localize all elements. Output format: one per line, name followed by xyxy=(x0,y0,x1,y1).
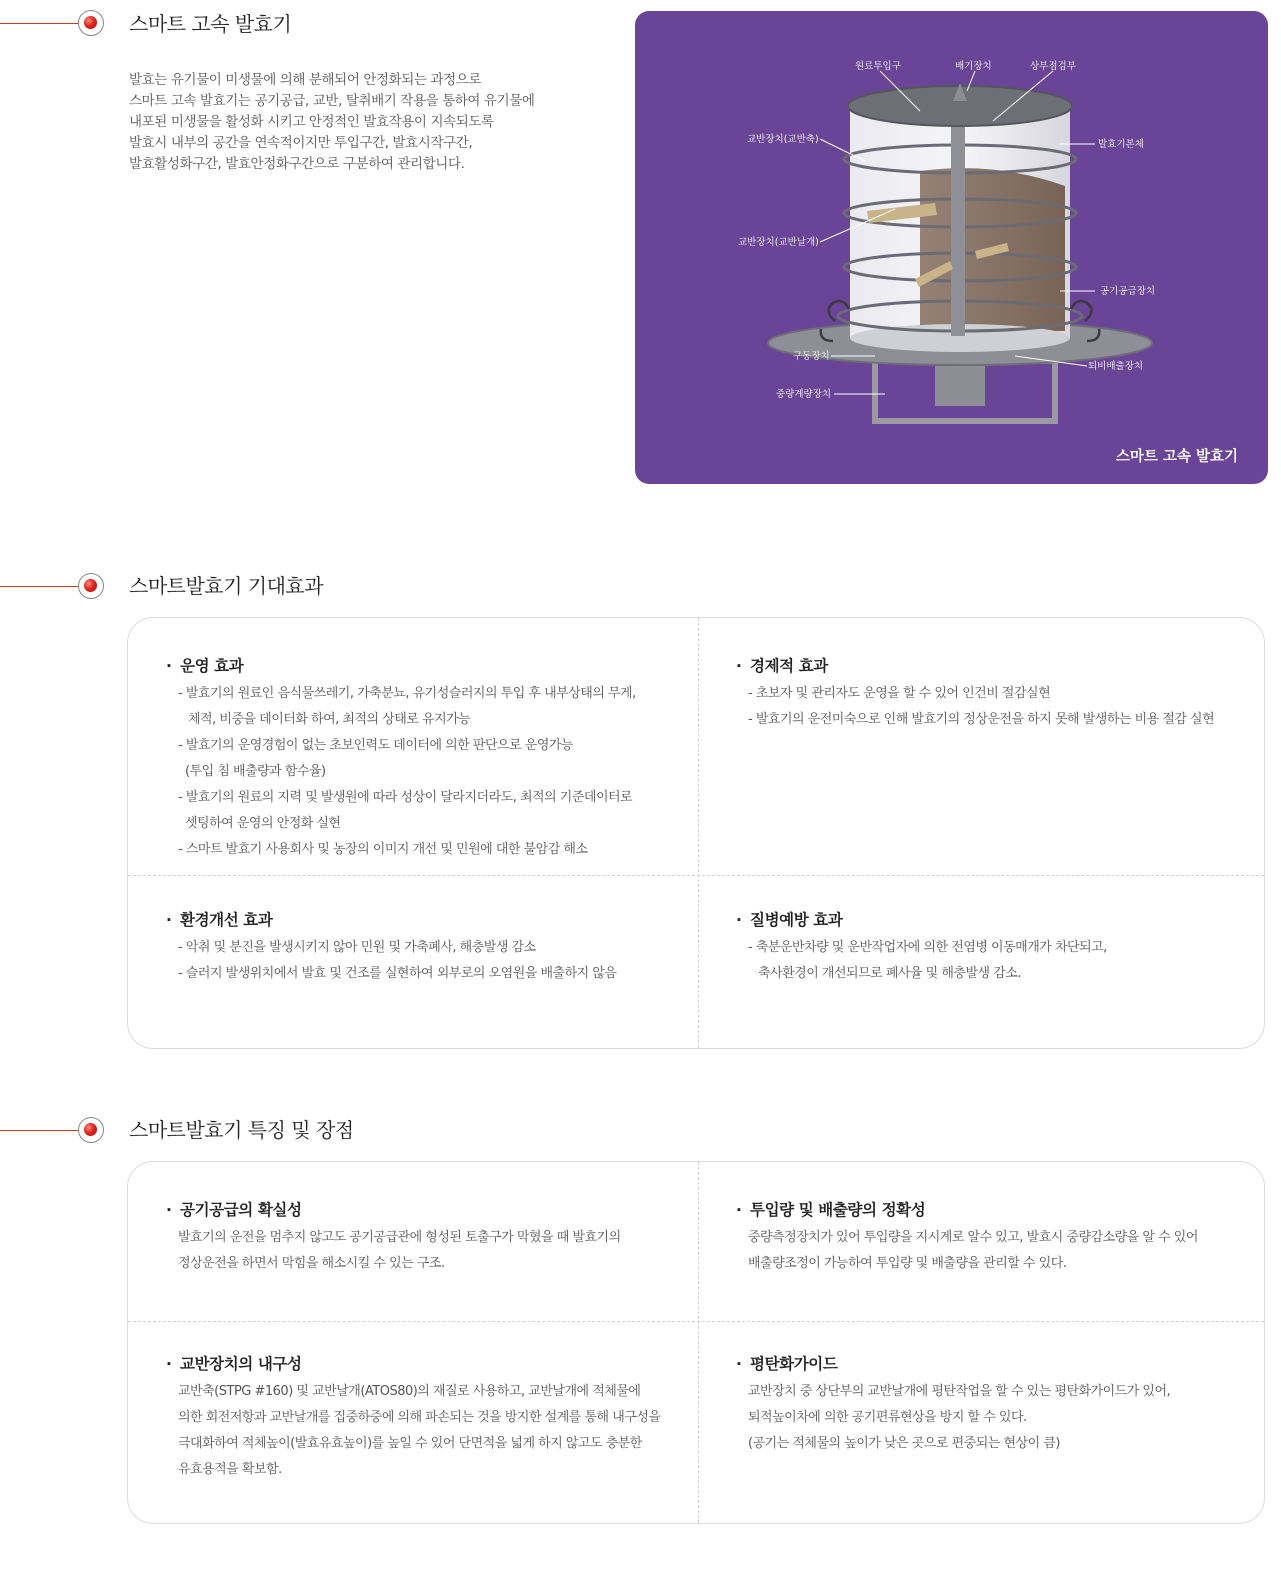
effect-cell-economic xyxy=(736,654,1214,733)
label-inlet: 원료투입구 xyxy=(855,61,901,72)
section-bullet-icon xyxy=(78,573,104,599)
cell-line: - 발효기의 운전미숙으로 인해 발효기의 정상운전을 하지 못해 발생하는 비용 절감 실현 xyxy=(748,712,1215,727)
cell-line: 축사환경이 개선되므로 폐사율 및 해충발생 감소. xyxy=(758,966,1021,981)
label-discharge: 퇴비배출장치 xyxy=(1088,361,1144,372)
intro-line: 발효활성화구간, 발효안정화구간으로 구분하여 관리합니다. xyxy=(129,156,465,172)
label-air: 공기공급장치 xyxy=(1100,286,1156,297)
feature-cell-accuracy xyxy=(736,1198,1198,1277)
cell-line: 배출량조정이 가능하여 투입량 및 배출량을 관리할 수 있다. xyxy=(748,1256,1067,1271)
label-inspection: 상부점검부 xyxy=(1030,61,1076,72)
intro-text xyxy=(129,70,599,175)
cell-line: 유효용적을 확보함. xyxy=(178,1462,282,1477)
cell-line: - 초보자 및 관리자도 운영을 할 수 있어 인건비 절감실현 xyxy=(748,686,1051,701)
cell-line: 셋팅하여 운영의 안정화 실현 xyxy=(185,816,341,831)
cell-line: 중량측정장치가 있어 투입량을 지시계로 알수 있고, 발효시 중량감소량을 알 수 있어 xyxy=(748,1230,1198,1245)
label-weigh: 중량계량장치 xyxy=(776,389,832,400)
cell-heading: · 교반장치의 내구성 xyxy=(166,1355,302,1373)
expected-effects-box xyxy=(127,617,1265,1049)
cell-heading: · 투입량 및 배출량의 정확성 xyxy=(736,1201,926,1219)
image-caption: 스마트 고속 발효기 xyxy=(1115,449,1238,465)
cell-line: (공기는 적체물의 높이가 낮은 곳으로 편중되는 현상이 큼) xyxy=(748,1436,1060,1451)
cell-line: 교반장치 중 상단부의 교반날개에 평탄작업을 할 수 있는 평탄화가이드가 있어, xyxy=(748,1384,1171,1399)
effect-cell-disease xyxy=(736,908,1107,987)
cell-heading: · 평탄화가이드 xyxy=(736,1355,838,1373)
cell-heading: · 운영 효과 xyxy=(166,657,244,675)
cell-line: - 슬러지 발생위치에서 발효 및 건조를 실현하여 외부로의 오염원을 배출하지 않음 xyxy=(178,966,617,981)
intro-line: 발효시 내부의 공간을 연속적이지만 투입구간, 발효시작구간, xyxy=(129,135,473,151)
row-divider xyxy=(128,1321,1264,1322)
cell-line: 극대화하여 적체높이(발효유효높이)를 높일 수 있어 단면적을 넓게 하지 않고도 충분한 xyxy=(178,1436,642,1451)
label-exhaust: 배기장치 xyxy=(955,61,992,72)
row-divider xyxy=(128,875,1264,876)
feature-cell-durability xyxy=(166,1352,660,1483)
feature-cell-leveling-guide xyxy=(736,1352,1170,1457)
section-title: 스마트발효기 기대효과 xyxy=(129,574,324,598)
cell-line: (투입 침 배출량과 함수율) xyxy=(185,764,326,779)
section-marker-line xyxy=(0,1130,80,1131)
section-bullet-icon xyxy=(78,1117,104,1143)
cell-line: - 발효기의 원료의 지력 및 발생원에 따라 성상이 달라지더라도, 최적의 기준데이터로 xyxy=(178,790,633,805)
feature-cell-air-supply xyxy=(166,1198,621,1277)
effect-cell-environment xyxy=(166,908,616,987)
cell-line: 발효기의 운전을 멈추지 않고도 공기공급관에 형성된 토출구가 막혔을 때 발효기의 xyxy=(178,1230,621,1245)
effect-cell-operation xyxy=(166,654,636,863)
section-marker-line xyxy=(0,23,80,24)
cell-line: 정상운전을 하면서 막힘을 해소시킬 수 있는 구조. xyxy=(178,1256,445,1271)
column-divider xyxy=(698,618,699,1048)
cell-heading: · 공기공급의 확실성 xyxy=(166,1201,302,1219)
cell-line: - 악취 및 분진을 발생시키지 않아 민원 및 가축폐사, 해충발생 감소 xyxy=(178,940,536,955)
cell-line: 의한 회전저항과 교반날개를 집중하중에 의해 파손되는 것을 방지한 설계를 통해 내구성을 xyxy=(178,1410,661,1425)
label-drive: 구동장치 xyxy=(793,351,830,362)
section-marker-line xyxy=(0,586,80,587)
section-title: 스마트발효기 특징 및 장점 xyxy=(129,1118,354,1142)
intro-line: 발효는 유기물이 미생물에 의해 분해되어 안정화되는 과정으로 xyxy=(129,72,482,88)
intro-line: 스마트 고속 발효기는 공기공급, 교반, 탈취배기 작용을 통하여 유기물에 xyxy=(129,93,535,109)
cell-line: - 발효기의 운영경험이 없는 초보인력도 데이터에 의한 판단으로 운영가능 xyxy=(178,738,573,753)
label-body: 발효기본체 xyxy=(1098,139,1144,150)
section-bullet-icon xyxy=(78,10,104,36)
section-title: 스마트 고속 발효기 xyxy=(129,12,292,36)
agitator-shaft xyxy=(951,106,965,336)
cell-line: 퇴적높이차에 의한 공기편류현상을 방지 할 수 있다. xyxy=(748,1410,1027,1425)
label-shaft: 교반장치(교반축) xyxy=(747,134,819,145)
cell-line: - 발효기의 원료인 음식물쓰레기, 가축분뇨, 유기성슬러지의 투입 후 내부상태의 무게, xyxy=(178,686,636,701)
cell-line: 교반축(STPG #160) 및 교반날개(ATOS80)의 재질로 사용하고, 교반날개에 적체물에 xyxy=(178,1384,641,1399)
intro-line: 내포된 미생물을 활성화 시키고 안정적인 발효작용이 지속되도록 xyxy=(129,114,494,130)
cell-line: - 스마트 발효기 사용회사 및 농장의 이미지 개선 및 민원에 대한 불암감 해소 xyxy=(178,842,588,857)
cell-heading: · 질병예방 효과 xyxy=(736,911,843,929)
features-box xyxy=(127,1161,1265,1524)
cell-line: 체적, 비중을 데이터화 하여, 최적의 상태로 유지가능 xyxy=(188,712,471,727)
fermenter-image-panel xyxy=(635,11,1268,484)
label-blade: 교반장치(교반날개) xyxy=(738,237,819,248)
cell-heading: · 환경개선 효과 xyxy=(166,911,273,929)
cell-heading: · 경제적 효과 xyxy=(736,657,828,675)
column-divider xyxy=(698,1162,699,1523)
cell-line: - 축분운반차량 및 운반작업자에 의한 전염병 이동매개가 차단되고, xyxy=(748,940,1107,955)
drive-motor xyxy=(935,366,985,406)
fermenter-diagram xyxy=(635,11,1268,484)
